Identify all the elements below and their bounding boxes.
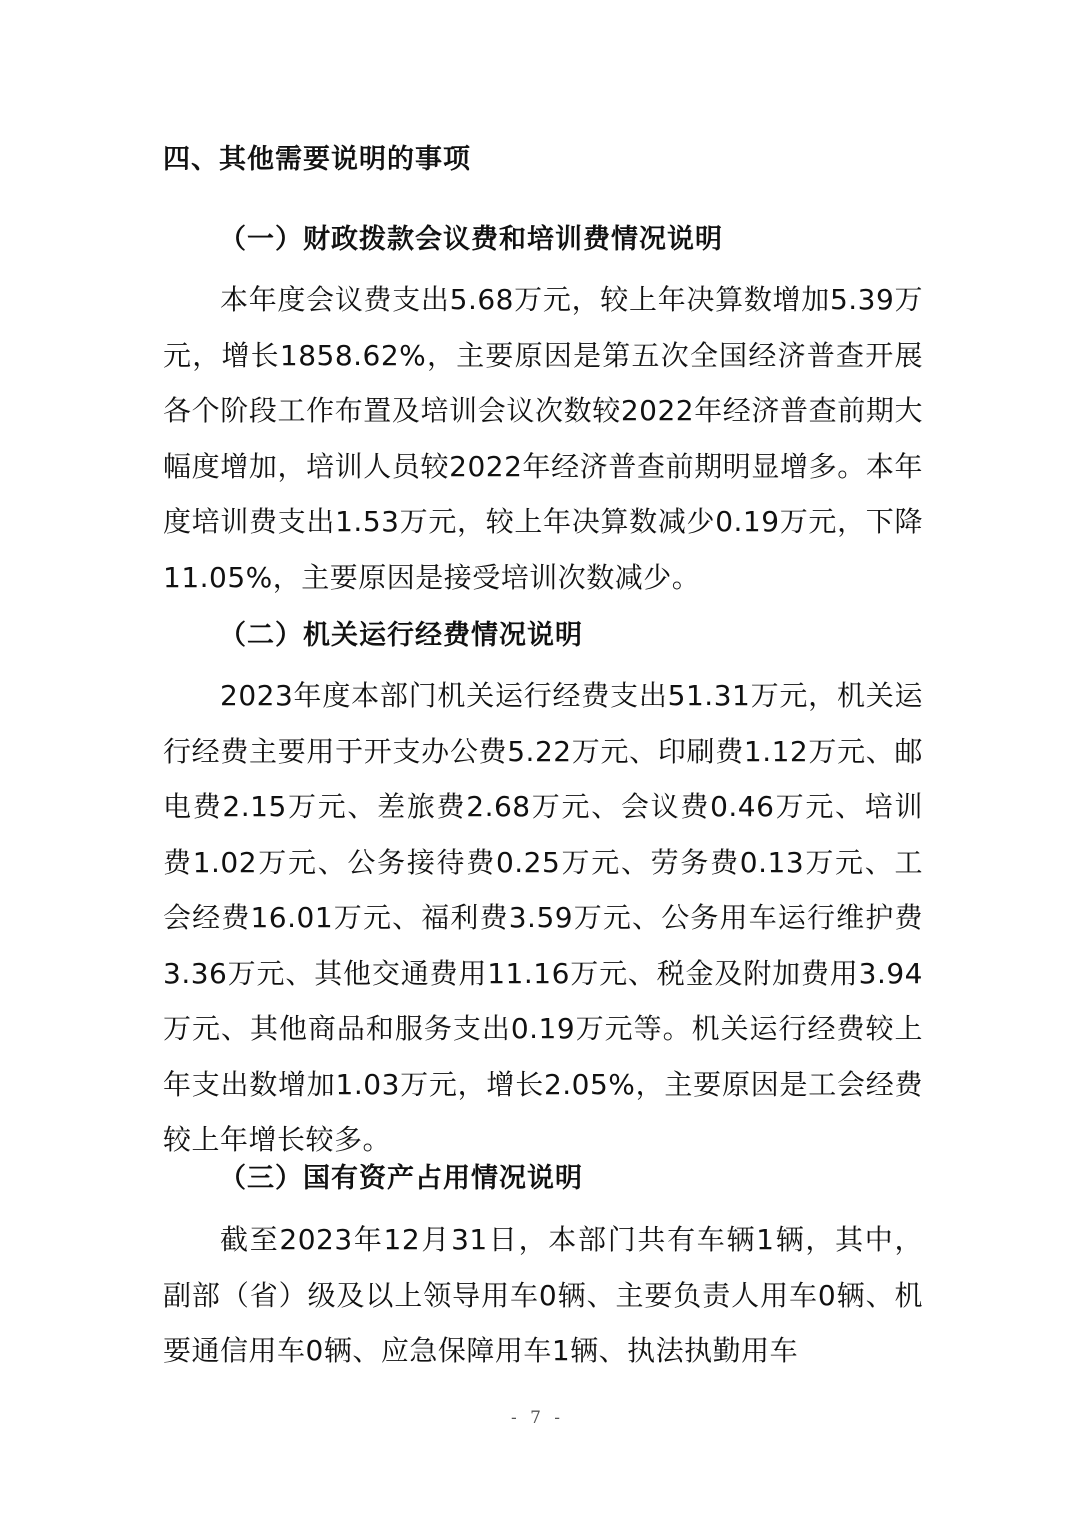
page-number: - 7 - [510,1408,565,1428]
subsection-2-paragraph: 2023年度本部门机关运行经费支出51.31万元，机关运行经费主要用于开支办公费5.22万元、印刷费1.12万元、邮电费2.15万元、差旅费2.68万元、会议费0.46万元、培训费1.02万元、公务接待费0.25万元、劳务费0.13万元、工会经费16.01万元、福利费3.59万元、公务用车运行维护费3.36万元、其他交通费用11.16万元、税金及附加费用3.94万元、其他商品和服务支出0.19万元等。机关运行经费较上年支出数增加1.03万元，增长2.05%，主要原因是工会经费较上年增长较多。 [163,679,923,1156]
subsection-1-paragraph: 本年度会议费支出5.68万元，较上年决算数增加5.39万元，增长1858.62%，主要原因是第五次全国经济普查开展各个阶段工作布置及培训会议次数较2022年经济普查前期大幅度增加，培训人员较2022年经济普查前期明显增多。本年度培训费支出1.53万元，较上年决算数减少0.19万元，下降11.05%，主要原因是接受培训次数减少。 [163,283,923,594]
subsection-3-heading: （三）国有资产占用情况说明 [219,1163,583,1194]
section-heading: 四、其他需要说明的事项 [163,144,471,175]
subsection-2-heading: （二）机关运行经费情况说明 [219,620,583,651]
subsection-3-paragraph: 截至2023年12月31日，本部门共有车辆1辆，其中，副部（省）级及以上领导用车0辆、主要负责人用车0辆、机要通信用车0辆、应急保障用车1辆、执法执勤用车 [163,1223,923,1367]
subsection-1-heading: （一）财政拨款会议费和培训费情况说明 [219,224,723,255]
